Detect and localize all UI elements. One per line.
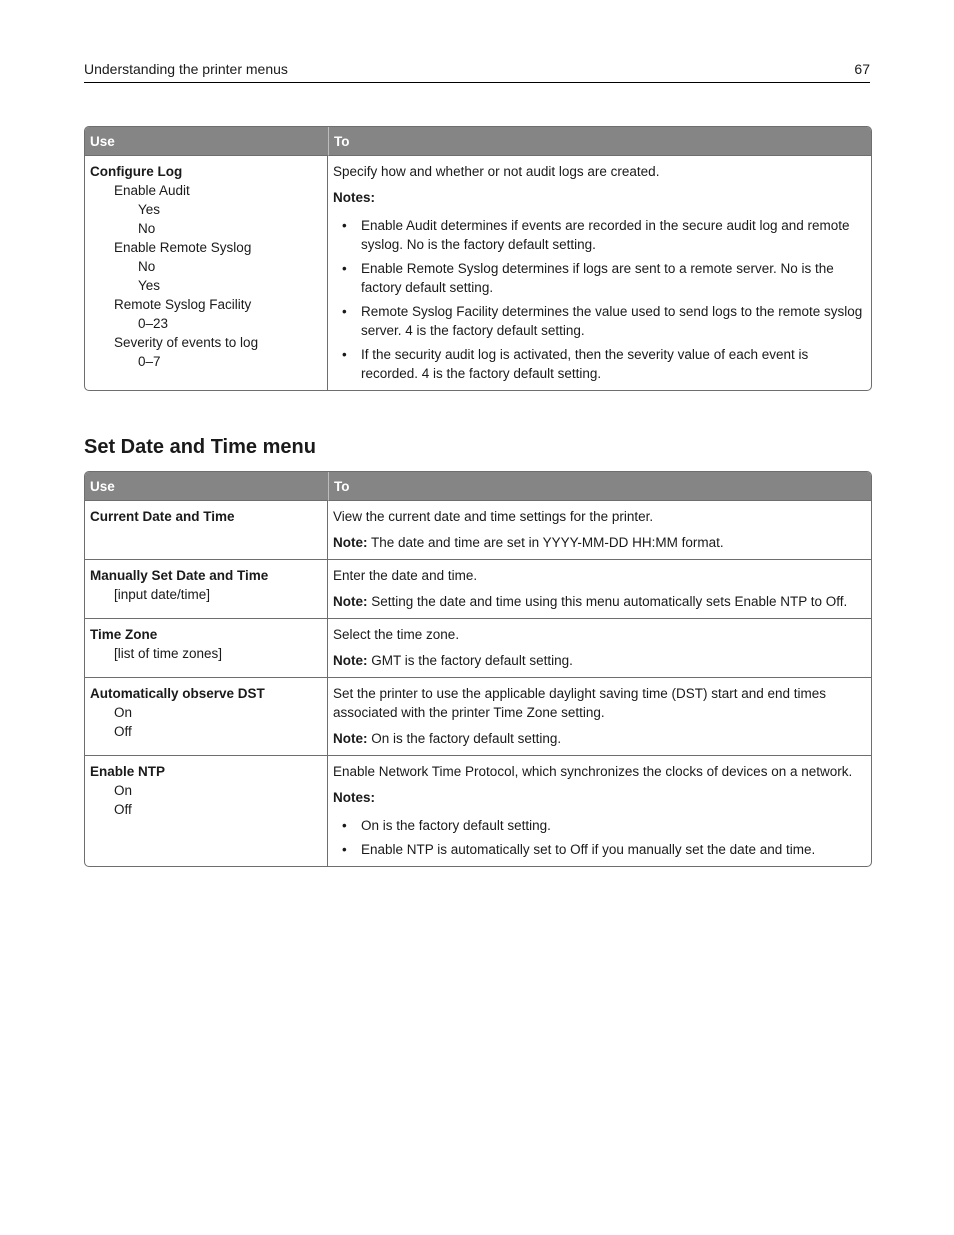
menu-option: Enable Remote Syslog: [114, 240, 252, 255]
running-header-title: Understanding the printer menus: [84, 61, 288, 77]
to-cell: [328, 618, 871, 677]
set-date-time-table: [84, 471, 872, 867]
table-row: [85, 156, 871, 390]
menu-option-value: Yes: [138, 278, 161, 293]
use-cell: [85, 618, 328, 677]
note-item: • Enable Remote Syslog determines if logs are sent to a remote server. No is the factory default setting.: [342, 261, 834, 295]
description: Specify how and whether or not audit logs are created.: [333, 164, 660, 179]
to-cell: [328, 156, 871, 390]
menu-option-value: Yes: [138, 202, 161, 217]
table-row: [85, 618, 871, 677]
note: Note: The date and time are set in YYYY-MM-DD HH:MM format.: [333, 535, 724, 550]
description: Set the printer to use the applicable daylight saving time (DST) start and end times associated with the printer Time Zone setting.: [333, 686, 827, 720]
use-cell: [85, 755, 328, 866]
menu-option: [list of time zones]: [114, 646, 223, 661]
note: Note: On is the factory default setting.: [333, 731, 562, 746]
note-item: • If the security audit log is activated, then the severity value of each event is recorded. 4 is the factory default setting.: [342, 347, 809, 381]
note: Note: GMT is the factory default setting.: [333, 653, 573, 668]
column-header-use: Use: [85, 472, 328, 501]
description: Enter the date and time.: [333, 568, 478, 583]
to-cell: [328, 501, 871, 559]
column-header-to: To: [328, 127, 871, 156]
description: Enable Network Time Protocol, which synchronizes the clocks of devices on a network.: [333, 764, 853, 779]
to-cell: [328, 755, 871, 866]
table-row: [85, 755, 871, 866]
bullet-icon: •: [342, 218, 347, 233]
description: Select the time zone.: [333, 627, 460, 642]
table-header-row: [85, 127, 871, 156]
menu-option: Severity of events to log: [114, 335, 259, 350]
notes-list: [333, 216, 866, 383]
menu-option-value: 0–23: [138, 316, 169, 331]
bullet-icon: •: [342, 304, 347, 319]
bullet-icon: •: [342, 842, 347, 857]
note-item: • Enable Audit determines if events are recorded in the secure audit log and remote syslog. No is the factory default setting.: [342, 218, 850, 252]
menu-item-name: Time Zone: [90, 627, 158, 642]
menu-option-value: No: [138, 259, 156, 274]
table-row: [85, 501, 871, 559]
menu-item-name: Current Date and Time: [90, 509, 235, 524]
page-header: [84, 60, 870, 83]
menu-item-name: Enable NTP: [90, 764, 166, 779]
bullet-icon: •: [342, 261, 347, 276]
configure-log-table: [84, 126, 872, 391]
menu-option: Off: [114, 802, 132, 817]
page-number: 67: [854, 61, 870, 77]
menu-option: On: [114, 783, 133, 798]
notes-heading: Notes:: [333, 790, 376, 805]
note-item: • Enable NTP is automatically set to Off if you manually set the date and time.: [342, 842, 816, 857]
notes-heading: Notes:: [333, 190, 376, 205]
menu-option: [input date/time]: [114, 587, 211, 602]
note-label: Note:: [333, 731, 368, 746]
to-cell: [328, 559, 871, 618]
column-header-to: To: [328, 472, 871, 501]
menu-item-name: Manually Set Date and Time: [90, 568, 269, 583]
menu-option: On: [114, 705, 133, 720]
note-label: Note:: [333, 594, 368, 609]
menu-option: Enable Audit: [114, 183, 190, 198]
menu-item-name: Automatically observe DST: [90, 686, 265, 701]
column-header-use: Use: [85, 127, 328, 156]
section-title: Set Date and Time menu: [84, 436, 316, 458]
menu-option-value: No: [138, 221, 156, 236]
menu-option: Off: [114, 724, 132, 739]
description: View the current date and time settings for the printer.: [333, 509, 654, 524]
use-cell: [85, 156, 328, 390]
notes-list: [333, 816, 866, 859]
note-label: Note:: [333, 653, 368, 668]
table-row: [85, 559, 871, 618]
note-label: Note:: [333, 535, 368, 550]
note-item: • Remote Syslog Facility determines the value used to send logs to the remote syslog server. 4 is the factory default setting.: [342, 304, 863, 338]
note-item: • On is the factory default setting.: [342, 818, 551, 833]
use-cell: [85, 559, 328, 618]
to-cell: [328, 677, 871, 755]
bullet-icon: •: [342, 818, 347, 833]
table-row: [85, 677, 871, 755]
use-cell: [85, 677, 328, 755]
note: Note: Setting the date and time using this menu automatically sets Enable NTP to Off.: [333, 594, 848, 609]
bullet-icon: •: [342, 347, 347, 362]
menu-item-name: Configure Log: [90, 164, 183, 179]
menu-option: Remote Syslog Facility: [114, 297, 252, 312]
table-header-row: [85, 472, 871, 501]
menu-option-value: 0–7: [138, 354, 161, 369]
use-cell: [85, 501, 328, 559]
